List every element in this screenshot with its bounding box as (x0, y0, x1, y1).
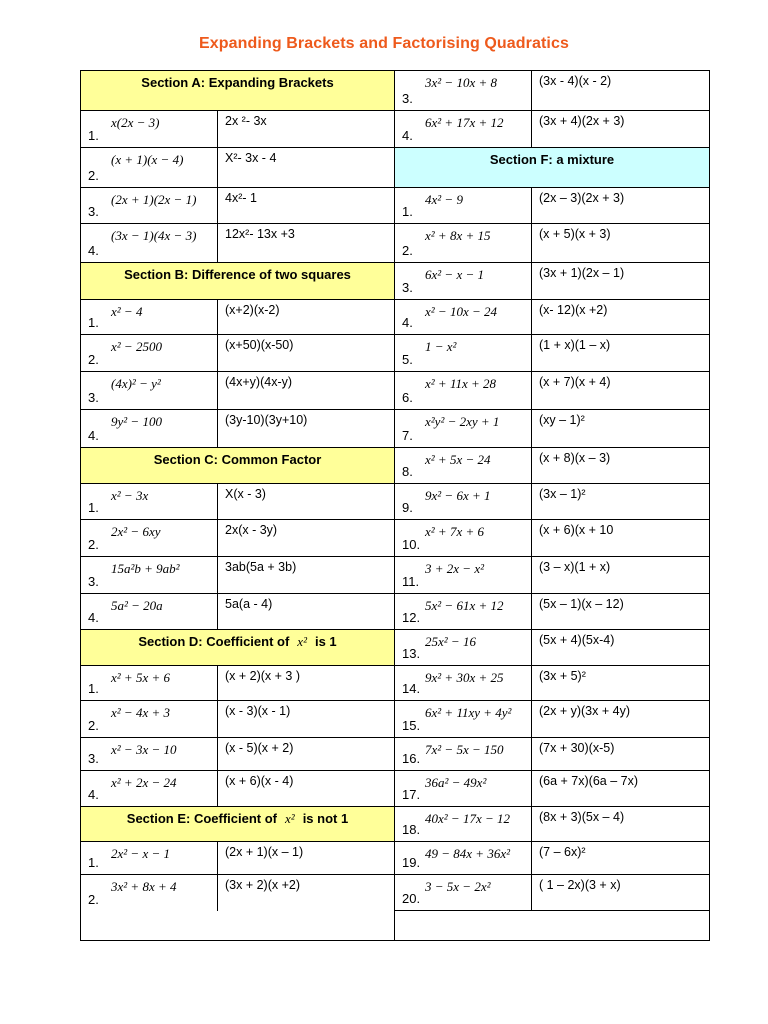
question-expression: x² − 4 (111, 304, 143, 319)
answer-cell (218, 842, 394, 874)
answer-text: X(x - 3) (225, 487, 266, 501)
question-expression: 25x² − 16 (425, 634, 476, 649)
question-cell (395, 557, 532, 593)
answer-text: (3x + 2)(x +2) (225, 878, 301, 892)
answer-text: (7 – 6x)² (539, 845, 586, 859)
question-expression: 5a² − 20a (111, 598, 163, 613)
question-cell (81, 701, 218, 737)
question-cell (395, 701, 532, 737)
question-row (395, 372, 709, 410)
answer-text: (8x + 3)(5x – 4) (539, 810, 625, 824)
question-row (81, 842, 394, 875)
answer-text: 4x²- 1 (225, 191, 257, 205)
question-number: 2. (88, 352, 99, 367)
question-expression: x²y² − 2xy + 1 (425, 414, 500, 429)
question-row (81, 557, 394, 594)
answer-text: (x + 7)(x + 4) (539, 375, 611, 389)
question-expression: x² − 4x + 3 (111, 705, 170, 720)
question-cell (81, 594, 218, 629)
question-expression: x² − 3x (111, 488, 149, 503)
question-number: 4. (88, 787, 99, 802)
answer-text: (4x+y)(4x-y) (225, 375, 293, 389)
question-cell (81, 188, 218, 223)
question-number: 3. (88, 390, 99, 405)
question-expression: x² + 5x + 6 (111, 670, 170, 685)
answer-text: ( 1 – 2x)(3 + x) (539, 878, 621, 892)
question-row (81, 188, 394, 224)
question-cell (395, 484, 532, 519)
question-number: 10. (402, 537, 421, 552)
question-expression: 6x² + 17x + 12 (425, 115, 504, 130)
answer-cell (532, 111, 709, 147)
question-row (395, 263, 709, 300)
section-title: Section A: Expanding Brackets (141, 75, 334, 90)
answer-text: (2x + 1)(x – 1) (225, 845, 304, 859)
answer-cell (218, 148, 394, 187)
answer-text: 12x²- 13x +3 (225, 227, 295, 241)
question-number: 11. (402, 574, 420, 589)
answer-cell (218, 188, 394, 223)
question-number: 17. (402, 787, 421, 802)
answer-cell (218, 771, 394, 806)
question-cell (395, 410, 532, 447)
question-row (81, 875, 394, 911)
question-cell (395, 300, 532, 334)
question-number: 13. (402, 646, 421, 661)
question-expression: x² + 2x − 24 (111, 775, 177, 790)
section-b-header (81, 263, 394, 300)
section-title: Section F: a mixture (489, 152, 615, 167)
answer-text: (5x + 4)(5x-4) (539, 633, 615, 647)
question-number: 4. (88, 428, 99, 443)
question-row (81, 771, 394, 807)
question-number: 2. (88, 537, 99, 552)
question-number: 2. (88, 168, 99, 183)
section-f-header (395, 148, 709, 188)
question-number: 19. (402, 855, 421, 870)
question-number: 1. (88, 315, 99, 330)
answer-cell (218, 111, 394, 147)
question-cell (395, 738, 532, 770)
answer-text: (3x - 4)(x - 2) (539, 74, 612, 88)
answer-text: (x + 6)(x + 10 (539, 523, 614, 537)
title-variable: x² (285, 811, 295, 826)
title-suffix: is not 1 (302, 811, 349, 826)
answer-cell (218, 875, 394, 911)
answer-cell (218, 666, 394, 700)
question-cell (395, 594, 532, 629)
answer-cell (532, 842, 709, 874)
question-expression: 9x² − 6x + 1 (425, 488, 491, 503)
question-cell (395, 875, 532, 910)
question-number: 1. (88, 681, 99, 696)
answer-text: (7x + 30)(x-5) (539, 741, 615, 755)
answer-cell (218, 594, 394, 629)
worksheet-table (80, 70, 710, 941)
answer-text: (6a + 7x)(6a – 7x) (539, 774, 639, 788)
answer-cell (218, 738, 394, 770)
answer-text: 3ab(5a + 3b) (225, 560, 297, 574)
question-cell (81, 875, 218, 911)
answer-text: (3 – x)(1 + x) (539, 560, 611, 574)
answer-text: X²- 3x - 4 (225, 151, 277, 165)
question-cell (395, 111, 532, 147)
question-row (395, 71, 709, 111)
question-cell (81, 738, 218, 770)
question-cell (81, 111, 218, 147)
question-cell (81, 372, 218, 409)
question-number: 6. (402, 390, 413, 405)
question-row (395, 410, 709, 448)
answer-text: (2x + y)(3x + 4y) (539, 704, 630, 718)
question-row (395, 557, 709, 594)
answer-cell (532, 701, 709, 737)
title-suffix: is 1 (314, 634, 337, 649)
question-row (81, 300, 394, 335)
question-number: 1. (88, 855, 99, 870)
question-row (81, 484, 394, 520)
question-cell (81, 148, 218, 187)
question-expression: 36a² − 49x² (425, 775, 487, 790)
question-number: 4. (88, 610, 99, 625)
question-row (81, 666, 394, 701)
answer-cell (532, 410, 709, 447)
question-cell (395, 372, 532, 409)
question-expression: x² − 2500 (111, 339, 162, 354)
answer-text: (x+2)(x-2) (225, 303, 280, 317)
question-row (395, 666, 709, 701)
question-expression: 3x² + 8x + 4 (111, 879, 177, 894)
answer-text: (3x – 1)² (539, 487, 586, 501)
question-cell (395, 71, 532, 110)
answer-text: (x + 6)(x - 4) (225, 774, 294, 788)
question-expression: x(2x − 3) (111, 115, 160, 130)
question-cell (395, 842, 532, 874)
question-cell (395, 630, 532, 665)
section-c-header (81, 448, 394, 484)
question-row (395, 224, 709, 263)
question-expression: x² + 5x − 24 (425, 452, 491, 467)
answer-cell (218, 372, 394, 409)
question-row (395, 484, 709, 520)
question-number: 12. (402, 610, 421, 625)
question-row (81, 224, 394, 263)
question-cell (81, 410, 218, 447)
question-row (81, 111, 394, 148)
question-row (395, 188, 709, 224)
question-expression: x² − 3x − 10 (111, 742, 177, 757)
question-number: 3. (88, 574, 99, 589)
answer-cell (218, 520, 394, 556)
question-cell (395, 666, 532, 700)
question-row (395, 520, 709, 557)
question-expression: 5x² − 61x + 12 (425, 598, 504, 613)
answer-cell (218, 335, 394, 371)
question-expression: (2x + 1)(2x − 1) (111, 192, 197, 207)
answer-text: 2x ²- 3x (225, 114, 267, 128)
answer-cell (532, 372, 709, 409)
answer-cell (532, 557, 709, 593)
answer-cell (218, 300, 394, 334)
question-expression: 6x² − x − 1 (425, 267, 484, 282)
question-expression: 3x² − 10x + 8 (425, 75, 497, 90)
question-row (395, 701, 709, 738)
question-number: 14. (402, 681, 421, 696)
answer-cell (532, 630, 709, 665)
answer-cell (532, 594, 709, 629)
question-expression: 4x² − 9 (425, 192, 463, 207)
question-cell (81, 520, 218, 556)
question-cell (81, 557, 218, 593)
section-title: Section C: Common Factor (153, 452, 322, 467)
question-row (395, 630, 709, 666)
answer-cell (532, 484, 709, 519)
question-cell (81, 300, 218, 334)
answer-cell (532, 875, 709, 910)
answer-cell (218, 701, 394, 737)
question-row (81, 372, 394, 410)
question-number: 18. (402, 822, 421, 837)
question-row (395, 875, 709, 911)
question-number: 16. (402, 751, 421, 766)
question-expression: 2x² − 6xy (111, 524, 161, 539)
question-number: 2. (88, 892, 99, 907)
section-title (127, 811, 348, 827)
question-expression: (3x − 1)(4x − 3) (111, 228, 197, 243)
question-row (395, 807, 709, 842)
answer-text: 2x(x - 3y) (225, 523, 278, 537)
question-cell (395, 263, 532, 299)
question-expression: 1 − x² (425, 339, 457, 354)
question-row (395, 111, 709, 148)
question-row (395, 842, 709, 875)
question-cell (395, 188, 532, 223)
answer-cell (532, 738, 709, 770)
question-number: 4. (402, 128, 413, 143)
question-row (395, 335, 709, 372)
answer-cell (532, 520, 709, 556)
answer-text: (3y-10)(3y+10) (225, 413, 308, 427)
question-expression: 40x² − 17x − 12 (425, 811, 510, 826)
question-cell (81, 224, 218, 262)
answer-text: 5a(a - 4) (225, 597, 273, 611)
question-cell (81, 484, 218, 519)
section-title: Section B: Difference of two squares (124, 267, 351, 282)
question-expression: 49 − 84x + 36x² (425, 846, 510, 861)
question-expression: 15a²b + 9ab² (111, 561, 180, 576)
question-number: 7. (402, 428, 413, 443)
question-cell (81, 842, 218, 874)
question-row (81, 701, 394, 738)
question-number: 4. (402, 315, 413, 330)
answer-text: (x- 12)(x +2) (539, 303, 608, 317)
question-number: 1. (402, 204, 413, 219)
section-d-header (81, 630, 394, 666)
question-expression: 7x² − 5x − 150 (425, 742, 504, 757)
answer-text: (3x + 5)² (539, 669, 586, 683)
answer-text: (x + 8)(x – 3) (539, 451, 611, 465)
answer-text: (5x – 1)(x – 12) (539, 597, 624, 611)
question-row (395, 771, 709, 807)
answer-cell (532, 300, 709, 334)
answer-text: (x + 5)(x + 3) (539, 227, 611, 241)
answer-cell (532, 263, 709, 299)
question-expression: (4x)² − y² (111, 376, 161, 391)
question-row (81, 594, 394, 630)
question-expression: x² − 10x − 24 (425, 304, 497, 319)
answer-cell (218, 484, 394, 519)
question-expression: x² + 11x + 28 (425, 376, 497, 391)
question-row (81, 410, 394, 448)
question-cell (395, 520, 532, 556)
question-row (81, 520, 394, 557)
question-number: 4. (88, 243, 99, 258)
question-cell (395, 224, 532, 262)
answer-text: (2x – 3)(2x + 3) (539, 191, 625, 205)
answer-text: (1 + x)(1 – x) (539, 338, 611, 352)
question-row (81, 148, 394, 188)
answer-cell (218, 224, 394, 262)
question-cell (395, 771, 532, 806)
question-number: 1. (88, 128, 99, 143)
answer-cell (218, 557, 394, 593)
answer-cell (218, 410, 394, 447)
section-e-header (81, 807, 394, 842)
question-number: 1. (88, 500, 99, 515)
question-row (81, 335, 394, 372)
answer-cell (532, 71, 709, 110)
answer-cell (532, 807, 709, 841)
question-number: 20. (402, 891, 421, 906)
page-title: Expanding Brackets and Factorising Quadratics (199, 35, 569, 52)
question-cell (395, 448, 532, 483)
question-row (395, 300, 709, 335)
question-expression: 6x² + 11xy + 4y² (425, 705, 512, 720)
answer-cell (532, 666, 709, 700)
question-expression: 9x² + 30x + 25 (425, 670, 504, 685)
question-cell (395, 807, 532, 841)
section-a-header (81, 71, 394, 111)
title-variable: x² (297, 634, 307, 649)
title-prefix: Section E: Coefficient of (126, 811, 278, 826)
answer-cell (532, 771, 709, 806)
question-cell (81, 666, 218, 700)
question-cell (395, 335, 532, 371)
answer-cell (532, 335, 709, 371)
question-expression: 3 − 5x − 2x² (425, 879, 491, 894)
answer-cell (532, 224, 709, 262)
question-number: 5. (402, 352, 413, 367)
right-column (395, 71, 709, 940)
question-number: 2. (88, 718, 99, 733)
answer-text: (3x + 4)(2x + 3) (539, 114, 625, 128)
question-cell (81, 335, 218, 371)
question-row (81, 738, 394, 771)
question-number: 3. (402, 280, 413, 295)
question-expression: x² + 8x + 15 (425, 228, 491, 243)
question-number: 15. (402, 718, 421, 733)
answer-text: (x + 2)(x + 3 ) (225, 669, 301, 683)
question-expression: x² + 7x + 6 (425, 524, 484, 539)
question-row (395, 738, 709, 771)
question-number: 2. (402, 243, 413, 258)
answer-text: (xy – 1)² (539, 413, 585, 427)
question-number: 3. (88, 751, 99, 766)
question-expression: (x + 1)(x − 4) (111, 152, 184, 167)
question-expression: 9y² − 100 (111, 414, 162, 429)
answer-text: (x - 5)(x + 2) (225, 741, 294, 755)
section-title (138, 634, 336, 650)
question-number: 3. (402, 91, 413, 106)
answer-text: (x+50)(x-50) (225, 338, 294, 352)
question-number: 9. (402, 500, 413, 515)
answer-text: (3x + 1)(2x – 1) (539, 266, 625, 280)
question-expression: 2x² − x − 1 (111, 846, 170, 861)
question-row (395, 448, 709, 484)
question-number: 3. (88, 204, 99, 219)
left-column (81, 71, 395, 940)
answer-text: (x - 3)(x - 1) (225, 704, 291, 718)
title-prefix: Section D: Coefficient of (138, 634, 290, 649)
question-number: 8. (402, 464, 413, 479)
question-expression: 3 + 2x − x² (425, 561, 484, 576)
question-cell (81, 771, 218, 806)
question-row (395, 594, 709, 630)
answer-cell (532, 188, 709, 223)
answer-cell (532, 448, 709, 483)
